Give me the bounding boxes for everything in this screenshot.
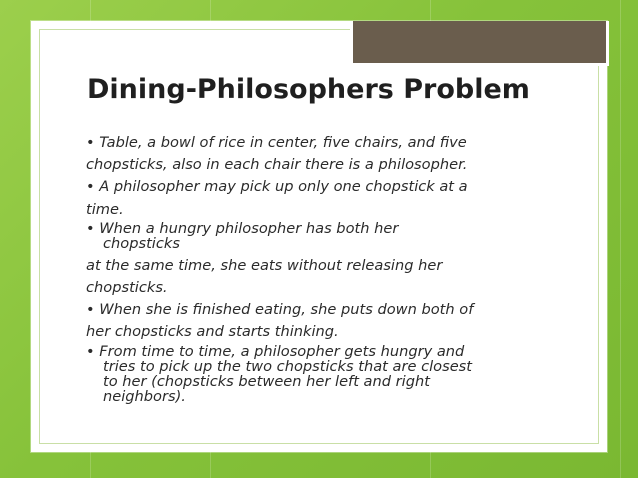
slide-body [86,132,556,404]
body-line: to her (chopsticks between her left and right [103,372,430,390]
slide-title: Dining-Philosophers Problem [87,74,530,105]
body-line: time. [86,200,124,218]
body-line: • Table, a bowl of rice in center, five chairs, and five [86,134,467,151]
body-line: chopsticks, also in each chair there is a philosopher. [86,156,468,174]
body-line: neighbors). [103,387,186,405]
body-line: • A philosopher may pick up only one chopstick at a [86,178,468,196]
body-line: her chopsticks and starts thinking. [86,323,339,341]
background-stripe [620,0,621,478]
body-line: chopsticks [103,234,180,252]
body-line: • From time to time, a philosopher gets hungry and [86,342,465,360]
accent-bar-fill [353,21,606,63]
accent-bar [350,21,609,66]
body-line: at the same time, she eats without releasing her [86,256,443,274]
body-line: chopsticks. [86,279,168,297]
body-line: • When she is finished eating, she puts down both of [86,301,474,319]
body-line: • When a hungry philosopher has both her [86,219,399,237]
body-line: tries to pick up the two chopsticks that are closest [103,357,472,375]
